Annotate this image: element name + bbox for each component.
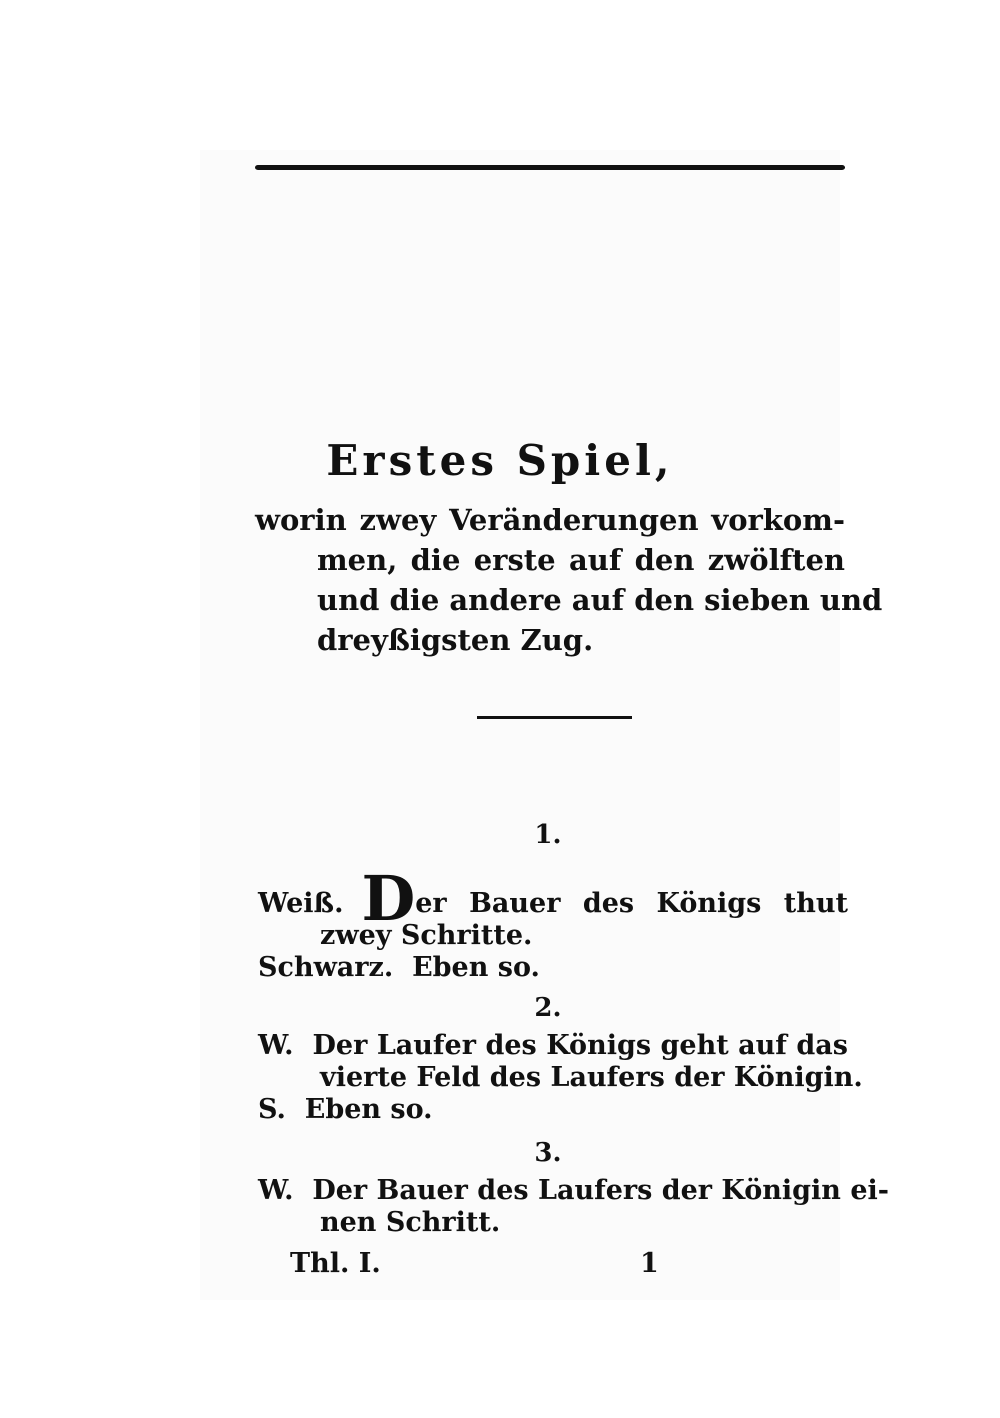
- page-scan-area: [200, 150, 840, 1300]
- move-entry-3: [258, 1175, 889, 1239]
- side-label: Weiß.: [258, 888, 344, 919]
- move-number: 2.: [534, 993, 562, 1023]
- side-label: S.: [258, 1094, 286, 1125]
- move-line: [258, 1094, 848, 1126]
- chapter-title: Erstes Spiel,: [326, 436, 674, 485]
- move-line: [258, 862, 848, 935]
- move-entry-2: [258, 1030, 863, 1126]
- move-text: er Bauer des Königs thut: [415, 888, 848, 919]
- move-line: [258, 952, 848, 984]
- side-label: W.: [258, 1030, 294, 1061]
- chapter-subtitle: [255, 500, 883, 660]
- move-text: Eben so.: [304, 1094, 433, 1125]
- move-entry-1: [258, 862, 848, 984]
- subtitle-line: dreyßigsten Zug.: [317, 623, 594, 657]
- top-ornament-rule: [255, 165, 845, 171]
- move-text: Eben so.: [412, 952, 540, 983]
- subtitle-line: men, die erste auf den zwölften: [317, 543, 845, 577]
- top-rule-thin: [675, 167, 845, 168]
- move-text: Der Bauer des Laufers der Königin ei-: [312, 1175, 889, 1206]
- move-line: vierte Feld des Laufers der Königin.: [320, 1062, 863, 1093]
- page-number: 1: [640, 1248, 659, 1279]
- subtitle-line: und die andere auf den sieben und: [317, 583, 883, 617]
- side-label: Schwarz.: [258, 952, 394, 983]
- move-line: zwey Schritte.: [320, 920, 533, 951]
- move-number: 1.: [534, 820, 562, 850]
- side-label: W.: [258, 1175, 294, 1206]
- drop-cap: D: [361, 862, 416, 935]
- move-line: [258, 1030, 848, 1062]
- signature-mark: Thl. I.: [290, 1248, 381, 1279]
- subtitle-line: worin zwey Veränderungen vorkom-: [255, 503, 845, 537]
- move-line: [258, 1175, 889, 1207]
- move-number: 3.: [534, 1138, 562, 1168]
- move-line: nen Schritt.: [320, 1207, 501, 1238]
- section-divider-rule: [477, 716, 632, 719]
- move-text: Der Laufer des Königs geht auf das: [312, 1030, 848, 1061]
